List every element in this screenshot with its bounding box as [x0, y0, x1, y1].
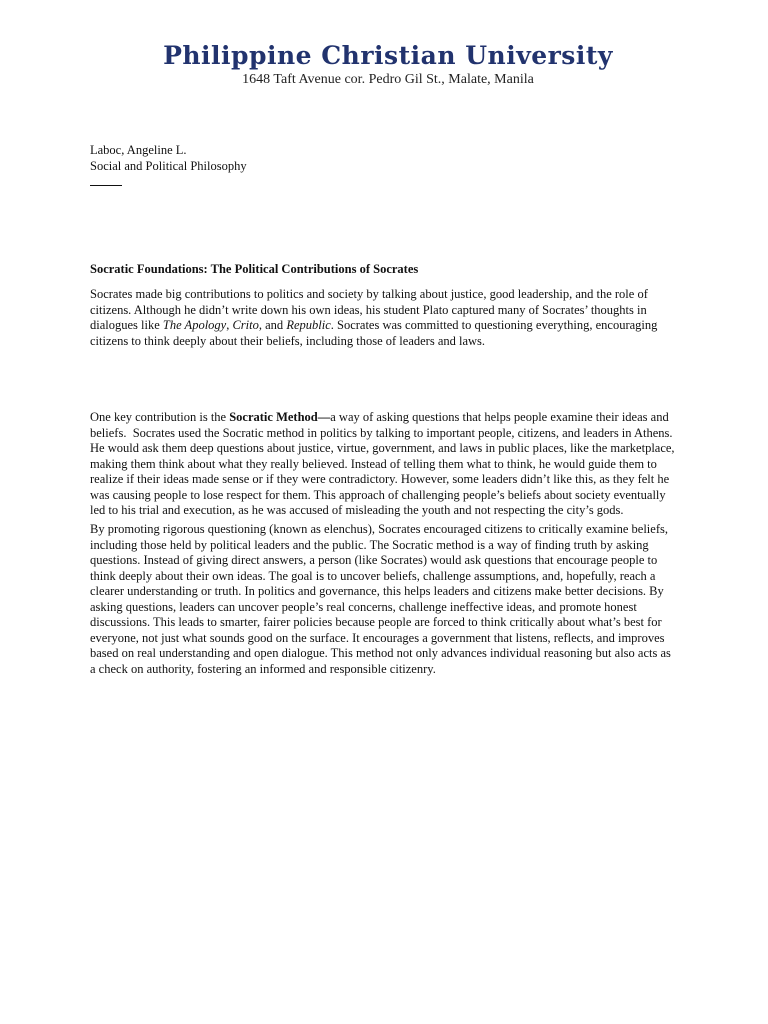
paragraph-line: think deeply about their own ideas. The goal is to uncover beliefs, challenge assumptions, and, hopefully, reach a	[90, 568, 656, 583]
text-run: . Socrates was committed to questioning everything, encouraging	[330, 318, 658, 332]
paragraph-line: citizens. Although he didn’t write down his own ideas, his student Plato captured many of Socrates’ thoughts in	[90, 302, 647, 317]
text-run: ,	[226, 318, 233, 332]
paragraph-line: was causing people to lose respect for them. This approach of challenging people’s beliefs about society eventually	[90, 487, 666, 502]
signature-rule	[90, 185, 122, 186]
work-title-crito: Crito	[232, 318, 259, 332]
term-socratic-method: Socratic Method—	[229, 410, 331, 424]
work-title-apology: The Apology	[162, 318, 227, 332]
paragraph-line: based on real understanding and open dialogue. This method not only advances individual reasoning but also acts as	[90, 646, 671, 660]
paragraph-elenchus	[90, 522, 680, 677]
author-block	[90, 142, 247, 186]
paragraph-line: clearer understanding or truth. In politics and governance, this helps leaders and citizens make better decisions. By	[90, 584, 664, 598]
paragraph-line: including those held by political leaders and the public. The Socratic method is a way of finding truth by asking	[90, 537, 649, 552]
text-run: dialogues like	[90, 318, 163, 332]
paragraph-intro	[90, 287, 680, 349]
paragraph-line: making them think about what they really believed. Instead of telling them what to think, he would guide them to	[90, 456, 657, 471]
paragraph-line	[90, 318, 680, 334]
text-run: a way of asking questions that helps people examine their ideas and	[330, 410, 669, 424]
paragraph-line: Socrates made big contributions to politics and society by talking about justice, good leadership, and the role of	[90, 287, 648, 301]
paragraph-line	[90, 410, 680, 426]
work-title-republic: Republic	[286, 318, 331, 332]
paragraph-socratic-method	[90, 410, 680, 519]
author-name: Laboc, Angeline L.	[90, 143, 187, 157]
paragraph-line: asking questions, leaders can uncover people’s real concerns, challenge ineffective ideas, and promote honest	[90, 599, 637, 614]
university-name: Philippine Christian University	[163, 41, 613, 70]
text-run: One key contribution is the	[90, 410, 230, 424]
paragraph-line: questions. Instead of giving direct answers, a person (like Socrates) would ask questions that encourage people to	[90, 553, 658, 567]
paragraph-line: everyone, not just what sounds good on the surface. It encourages a government that listens, reflects, and improves	[90, 630, 665, 645]
paragraph-line: a check on authority, fostering an informed and responsible citizenry.	[90, 661, 436, 676]
paragraph-line: discussions. This leads to smarter, fairer policies because people are forced to think critically about what’s best for	[90, 615, 662, 629]
university-address: 1648 Taft Avenue cor. Pedro Gil St., Malate, Manila	[242, 72, 534, 87]
text-run: , and	[258, 318, 287, 332]
letterhead	[0, 40, 768, 88]
paragraph-line: beliefs. Socrates used the Socratic method in politics by talking to important people, citizens, and leaders in Athens.	[90, 425, 673, 440]
course-name: Social and Political Philosophy	[90, 159, 247, 173]
paragraph-line: citizens to think deeply about their beliefs, including those of leaders and laws.	[90, 333, 486, 348]
paragraph-line: By promoting rigorous questioning (known as elenchus), Socrates encouraged citizens to critically examine beliefs,	[90, 522, 668, 536]
paragraph-line: led to his trial and execution, as he was accused of misleading the youth and not respecting the city’s gods.	[90, 503, 624, 517]
document-title: Socratic Foundations: The Political Contributions of Socrates	[90, 262, 419, 276]
paragraph-line: He would ask them deep questions about justice, virtue, government, and laws in public places, like the marketplace,	[90, 441, 675, 455]
paragraph-line: realize if their ideas made sense or if they were contradictory. However, some leaders didn’t like this, as they felt he	[90, 472, 670, 486]
